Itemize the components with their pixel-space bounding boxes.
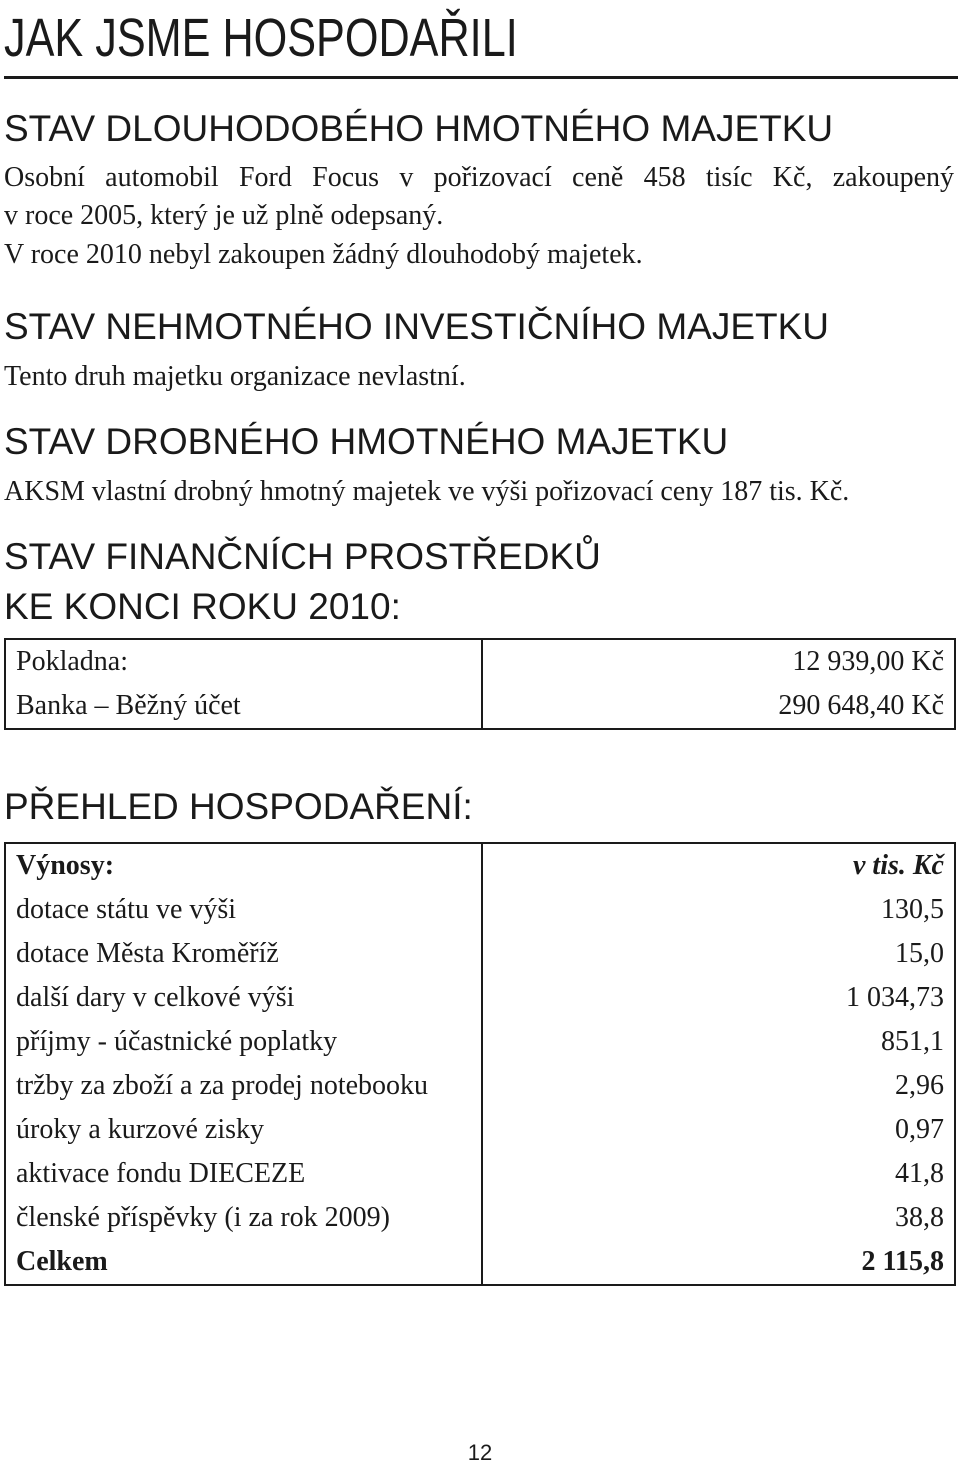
table-row bbox=[5, 1152, 955, 1196]
table-header-row bbox=[5, 843, 955, 888]
overview-table bbox=[4, 842, 956, 1286]
overview-header-unit: v tis. Kč bbox=[853, 850, 944, 881]
page-title: JAK JSME HOSPODAŘILI bbox=[4, 8, 518, 68]
overview-row-value: 38,8 bbox=[895, 1202, 944, 1233]
table-row bbox=[5, 1108, 955, 1152]
overview-total-value: 2 115,8 bbox=[861, 1246, 944, 1277]
overview-row-label: aktivace fondu DIECEZE bbox=[5, 1152, 482, 1196]
overview-row-value: 130,5 bbox=[881, 894, 944, 925]
finance-value-bank: 290 648,40 Kč bbox=[778, 690, 944, 721]
table-row bbox=[5, 1020, 955, 1064]
table-row bbox=[5, 1196, 955, 1240]
finance-value-cash: 12 939,00 Kč bbox=[792, 646, 944, 677]
title-divider bbox=[4, 76, 958, 79]
table-row bbox=[5, 888, 955, 932]
section-heading-overview: PŘEHLED HOSPODAŘENÍ: bbox=[4, 786, 473, 827]
section-heading-finance-line1: STAV FINANČNÍCH PROSTŘEDKŮ bbox=[4, 536, 601, 577]
overview-row-value: 1 034,73 bbox=[846, 982, 944, 1013]
table-row bbox=[5, 976, 955, 1020]
overview-row-value: 41,8 bbox=[895, 1158, 944, 1189]
finance-label-bank: Banka – Běžný účet bbox=[5, 684, 482, 729]
table-row bbox=[5, 1064, 955, 1108]
table-row bbox=[5, 684, 955, 729]
overview-header-label: Výnosy: bbox=[5, 843, 482, 888]
overview-row-label: dotace Města Kroměříž bbox=[5, 932, 482, 976]
table-row bbox=[5, 932, 955, 976]
overview-row-value: 851,1 bbox=[881, 1026, 944, 1057]
overview-row-label: příjmy - účastnické poplatky bbox=[5, 1020, 482, 1064]
overview-row-label: úroky a kurzové zisky bbox=[5, 1108, 482, 1152]
finance-table bbox=[4, 638, 956, 730]
overview-row-value: 0,97 bbox=[895, 1114, 944, 1145]
overview-total-label: Celkem bbox=[5, 1240, 482, 1285]
overview-row-label: další dary v celkové výši bbox=[5, 976, 482, 1020]
small-assets-text: AKSM vlastní drobný hmotný majetek ve výši pořizovací ceny 187 tis. Kč. bbox=[4, 476, 850, 507]
section-heading-intangible-assets: STAV NEHMOTNÉHO INVESTIČNÍHO MAJETKU bbox=[4, 306, 830, 347]
overview-row-label: dotace státu ve výši bbox=[5, 888, 482, 932]
section-heading-small-assets: STAV DROBNÉHO HMOTNÉHO MAJETKU bbox=[4, 421, 729, 462]
overview-row-label: členské příspěvky (i za rok 2009) bbox=[5, 1196, 482, 1240]
finance-label-cash: Pokladna: bbox=[5, 639, 482, 684]
table-total-row bbox=[5, 1240, 955, 1285]
section-heading-finance-line2: KE KONCI ROKU 2010: bbox=[4, 586, 401, 627]
long-term-assets-text-line3: V roce 2010 nebyl zakoupen žádný dlouhodobý majetek. bbox=[4, 239, 643, 270]
overview-row-label: tržby za zboží a za prodej notebooku bbox=[5, 1064, 482, 1108]
overview-row-value: 2,96 bbox=[895, 1070, 944, 1101]
intangible-assets-text: Tento druh majetku organizace nevlastní. bbox=[4, 361, 466, 392]
long-term-assets-text-line2: v roce 2005, který je už plně odepsaný. bbox=[4, 200, 444, 231]
page-number: 12 bbox=[467, 1440, 493, 1465]
overview-row-value: 15,0 bbox=[895, 938, 944, 969]
long-term-assets-text-line1: Osobní automobil Ford Focus v pořizovací ceně 458 tisíc Kč, zakoupený bbox=[4, 162, 954, 193]
table-row bbox=[5, 639, 955, 684]
section-heading-long-term-assets: STAV DLOUHODOBÉHO HMOTNÉHO MAJETKU bbox=[4, 108, 834, 149]
